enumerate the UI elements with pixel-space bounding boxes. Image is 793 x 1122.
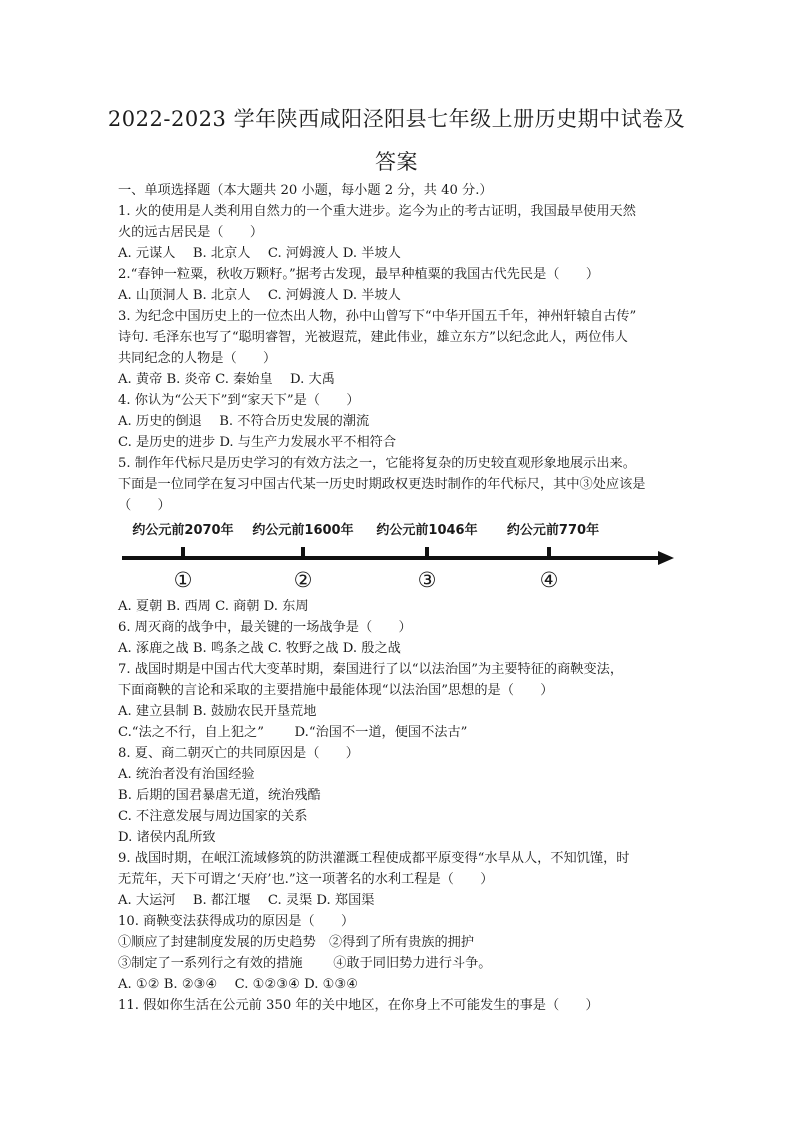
document-title-line-1: 2022-2023 学年陕西咸阳泾阳县七年级上册历史期中试卷及 (107, 107, 686, 131)
section-heading: 一、单项选择题（本大题共 20 小题，每小题 2 分，共 40 分.） (118, 183, 493, 198)
timeline-label: 约公元前2070年 (132, 523, 234, 538)
timeline-marker: ① (173, 568, 193, 592)
question-text: 下面商鞅的言论和采取的主要措施中最能体现“以法治国”思想的是（ ） (118, 683, 554, 698)
question-text: 共同纪念的人物是（ ） (118, 351, 277, 366)
answer-options: A. 元谋人 B. 北京人 C. 河姆渡人 D. 半坡人 (118, 246, 401, 261)
answer-option: A. 统治者没有治国经验 (118, 767, 255, 782)
answer-option: C. 不注意发展与周边国家的关系 (118, 809, 308, 824)
question-text: 3. 为纪念中国历史上的一位杰出人物，孙中山曾写下“中华开国五千年，神州轩辕自古传” (118, 309, 637, 324)
answer-options: A. 黄帝 B. 炎帝 C. 秦始皇 D. 大禹 (118, 372, 335, 387)
question-text: 4. 你认为“公天下”到“家天下”是（ ） (118, 393, 360, 408)
timeline-figure (110, 512, 680, 597)
timeline-marker: ② (293, 568, 313, 592)
question-text: 8. 夏、商二朝灭亡的共同原因是（ ） (118, 746, 359, 761)
timeline-marker: ④ (539, 568, 559, 592)
question-text: （ ） (118, 498, 171, 513)
answer-options: A. 涿鹿之战 B. 鸣条之战 C. 牧野之战 D. 殷之战 (118, 641, 401, 656)
question-text: 诗句. 毛泽东也写了“聪明睿智，光被遐荒，建此伟业，雄立东方”以纪念此人，两位伟人 (118, 330, 628, 345)
timeline-tick (301, 547, 305, 558)
timeline-tick (547, 547, 551, 558)
timeline-label: 约公元前1046年 (376, 523, 478, 538)
question-text: 7. 战国时期是中国古代大变革时期，秦国进行了以“以法治国”为主要特征的商鞅变法， (118, 662, 624, 677)
question-text: 9. 战国时期，在岷江流域修筑的防洪灌溉工程使成都平原变得“水旱从人，不知饥馑，时 (118, 851, 630, 866)
answer-option: D. 诸侯内乱所致 (118, 830, 216, 845)
question-text: 11. 假如你生活在公元前 350 年的关中地区，在你身上不可能发生的事是（ ） (118, 998, 599, 1013)
statement-options: ①顺应了封建制度发展的历史趋势 ②得到了所有贵族的拥护 (118, 935, 475, 950)
question-text: 火的远古居民是（ ） (118, 225, 264, 240)
question-text: 下面是一位同学在复习中国古代某一历史时期政权更迭时制作的年代标尺，其中③处应该是 (118, 477, 646, 492)
question-text: 10. 商鞅变法获得成功的原因是（ ） (118, 914, 355, 929)
answer-options: A. 大运河 B. 都江堰 C. 灵渠 D. 郑国渠 (118, 893, 375, 908)
answer-options: C. 是历史的进步 D. 与生产力发展水平不相符合 (118, 435, 397, 450)
timeline-label: 约公元前1600年 (252, 523, 354, 538)
timeline-label: 约公元前770年 (506, 523, 600, 538)
question-text: 2.“春钟一粒粟，秋收万颗籽。”据考古发现，最早种植粟的我国古代先民是（ ） (118, 267, 600, 282)
answer-options: A. 建立县制 B. 鼓励农民开垦荒地 (118, 704, 317, 719)
document-title-line-2: 答案 (375, 150, 418, 174)
answer-options: A. 夏朝 B. 西周 C. 商朝 D. 东周 (118, 599, 309, 614)
timeline-tick (425, 547, 429, 558)
statement-options: ③制定了一系列行之有效的措施 ④敢于同旧势力进行斗争。 (118, 956, 492, 971)
timeline-axis (122, 556, 662, 560)
question-text: 1. 火的使用是人类利用自然力的一个重大进步。迄今为止的考古证明，我国最早使用天然 (118, 204, 636, 219)
timeline-marker: ③ (417, 568, 437, 592)
answer-option: B. 后期的国君暴虐无道，统治残酷 (118, 788, 321, 803)
answer-options: A. 山顶洞人 B. 北京人 C. 河姆渡人 D. 半坡人 (118, 288, 401, 303)
question-text: 无荒年，天下可谓之‘天府’也.”这一项著名的水利工程是（ ） (118, 872, 494, 887)
answer-options: A. 历史的倒退 B. 不符合历史发展的潮流 (118, 414, 370, 429)
question-text: 6. 周灭商的战争中，最关键的一场战争是（ ） (118, 620, 412, 635)
answer-options: C.“法之不行，自上犯之” D.“治国不一道，便国不法古” (118, 725, 468, 740)
timeline-tick (181, 547, 185, 558)
question-text: 5. 制作年代标尺是历史学习的有效方法之一，它能将复杂的历史较直观形象地展示出来。 (118, 456, 636, 471)
arrow-right-icon (658, 551, 674, 565)
answer-options: A. ①② B. ②③④ C. ①②③④ D. ①③④ (118, 977, 359, 992)
